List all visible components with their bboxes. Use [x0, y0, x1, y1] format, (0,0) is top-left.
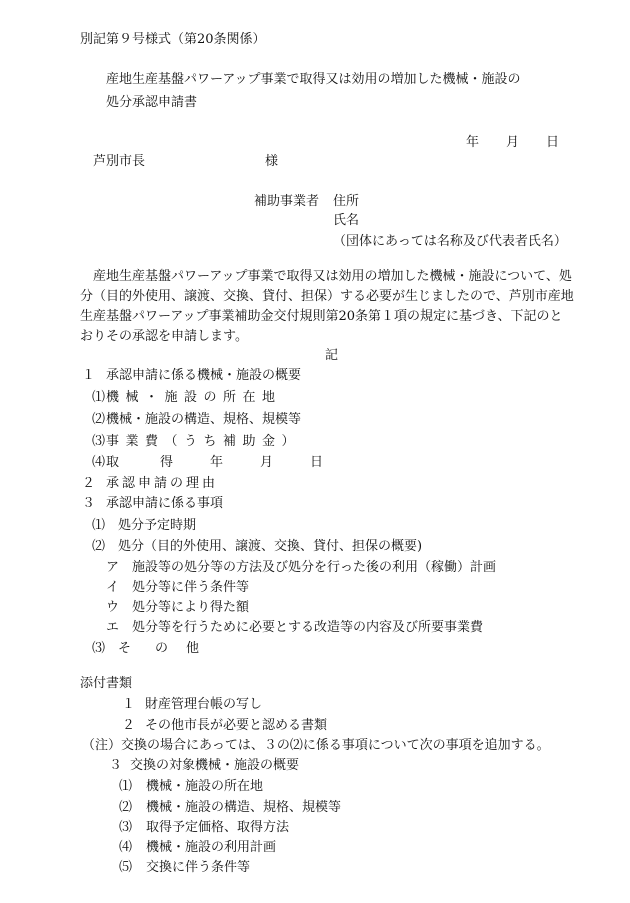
attachment-text: 交換の対象機械・施設の概要 — [130, 758, 300, 773]
item-text: 機械・施設の構造、規格、規模等 — [106, 412, 302, 427]
applicant-address-label: 住所 — [333, 194, 360, 209]
attachment-number: ２ — [122, 718, 136, 733]
attachment-sub-text: 機械・施設の利用計画 — [146, 840, 277, 855]
attachment-sub-number: ⑷ — [119, 840, 133, 855]
ki-mark: 記 — [325, 348, 339, 363]
item-number: ⑴ — [92, 518, 106, 533]
date-year: 年 — [466, 135, 480, 150]
form-number: 別記第９号様式（第20条関係） — [80, 32, 266, 47]
attachment-number: ３ — [109, 758, 123, 773]
item-number: ３ — [82, 496, 96, 511]
item-text: 日 — [310, 455, 324, 470]
attachment-text: 財産管理台帳の写し — [145, 697, 263, 712]
item-text: 処分等を行うために必要とする改造等の内容及び所要事業費 — [132, 620, 484, 635]
item-text: 他 — [186, 641, 200, 656]
item-number: ⑴ — [92, 390, 106, 405]
item-text: 処分等に伴う条件等 — [132, 580, 250, 595]
attachment-number: １ — [122, 697, 136, 712]
item-text: 月 — [260, 455, 274, 470]
body-line: 分（目的外使用、譲渡、交換、貸付、担保）する必要が生じましたので、芦別市産地 — [80, 289, 574, 304]
body-line: おりその承認を申請します。 — [80, 329, 248, 344]
attachments-heading: 添付書類 — [80, 676, 133, 691]
body-line: 産地生産基盤パワーアップ事業で取得又は効用の増加した機械・施設について、処 — [93, 269, 572, 284]
item-text: 処分（目的外使用、譲渡、交換、貸付、担保の概要) — [118, 539, 423, 554]
item-text: 得 — [160, 455, 174, 470]
date-day: 日 — [546, 135, 560, 150]
item-text: 機械・施設の所在地 — [106, 390, 282, 405]
attachment-note: （注）交換の場合にあっては、３の⑵に係る事項について次の事項を追加する。 — [82, 738, 550, 753]
title-line-2: 処分承認申請書 — [106, 95, 198, 110]
title-line-1: 産地生産基盤パワーアップ事業で取得又は効用の増加した機械・施設の — [106, 72, 521, 87]
applicant-label: 補助事業者 — [254, 194, 320, 209]
item-number: ２ — [82, 476, 96, 491]
item-text: 承認申請に係る事項 — [106, 496, 224, 511]
item-text: 取 — [106, 455, 120, 470]
attachment-sub-text: 交換に伴う条件等 — [146, 860, 251, 875]
applicant-name-label: 氏名 — [333, 213, 360, 228]
item-number: ⑵ — [92, 539, 106, 554]
item-number: イ — [106, 580, 120, 595]
item-text: の — [155, 641, 169, 656]
item-text: 処分予定時期 — [118, 518, 197, 533]
item-number: ⑶ — [92, 641, 106, 656]
attachment-sub-text: 取得予定価格、取得方法 — [146, 820, 290, 835]
item-number: ア — [106, 560, 120, 575]
item-text: 年 — [210, 455, 224, 470]
item-number: １ — [82, 368, 96, 383]
addressee-name: 芦別市長 — [93, 154, 146, 169]
item-number: ウ — [106, 600, 120, 615]
item-text: 事業費（うち補助金） — [106, 434, 302, 449]
attachment-sub-text: 機械・施設の所在地 — [146, 779, 264, 794]
attachment-sub-number: ⑸ — [119, 860, 133, 875]
item-number: エ — [106, 620, 120, 635]
item-text: 承認申請に係る機械・施設の概要 — [106, 368, 302, 383]
attachment-sub-number: ⑴ — [119, 779, 133, 794]
item-number: ⑵ — [92, 412, 106, 427]
applicant-name-note: （団体にあっては名称及び代表者氏名） — [333, 234, 567, 249]
attachment-sub-number: ⑵ — [119, 800, 133, 815]
date-month: 月 — [506, 135, 520, 150]
attachment-sub-text: 機械・施設の構造、規格、規模等 — [146, 800, 342, 815]
item-text: 施設等の処分等の方法及び処分を行った後の利用（稼働）計画 — [132, 560, 497, 575]
item-number: ⑶ — [92, 434, 106, 449]
body-line: 生産基盤パワーアップ事業補助金交付規則第20条第１項の規定に基づき、下記のと — [80, 309, 563, 324]
addressee-honorific: 様 — [265, 154, 279, 169]
item-text: そ — [118, 641, 132, 656]
attachment-sub-number: ⑶ — [119, 820, 133, 835]
attachment-text: その他市長が必要と認める書類 — [145, 718, 328, 733]
item-number: ⑷ — [92, 455, 106, 470]
item-text: 承認申請の理由 — [106, 476, 219, 491]
item-text: 処分等により得た額 — [132, 600, 250, 615]
